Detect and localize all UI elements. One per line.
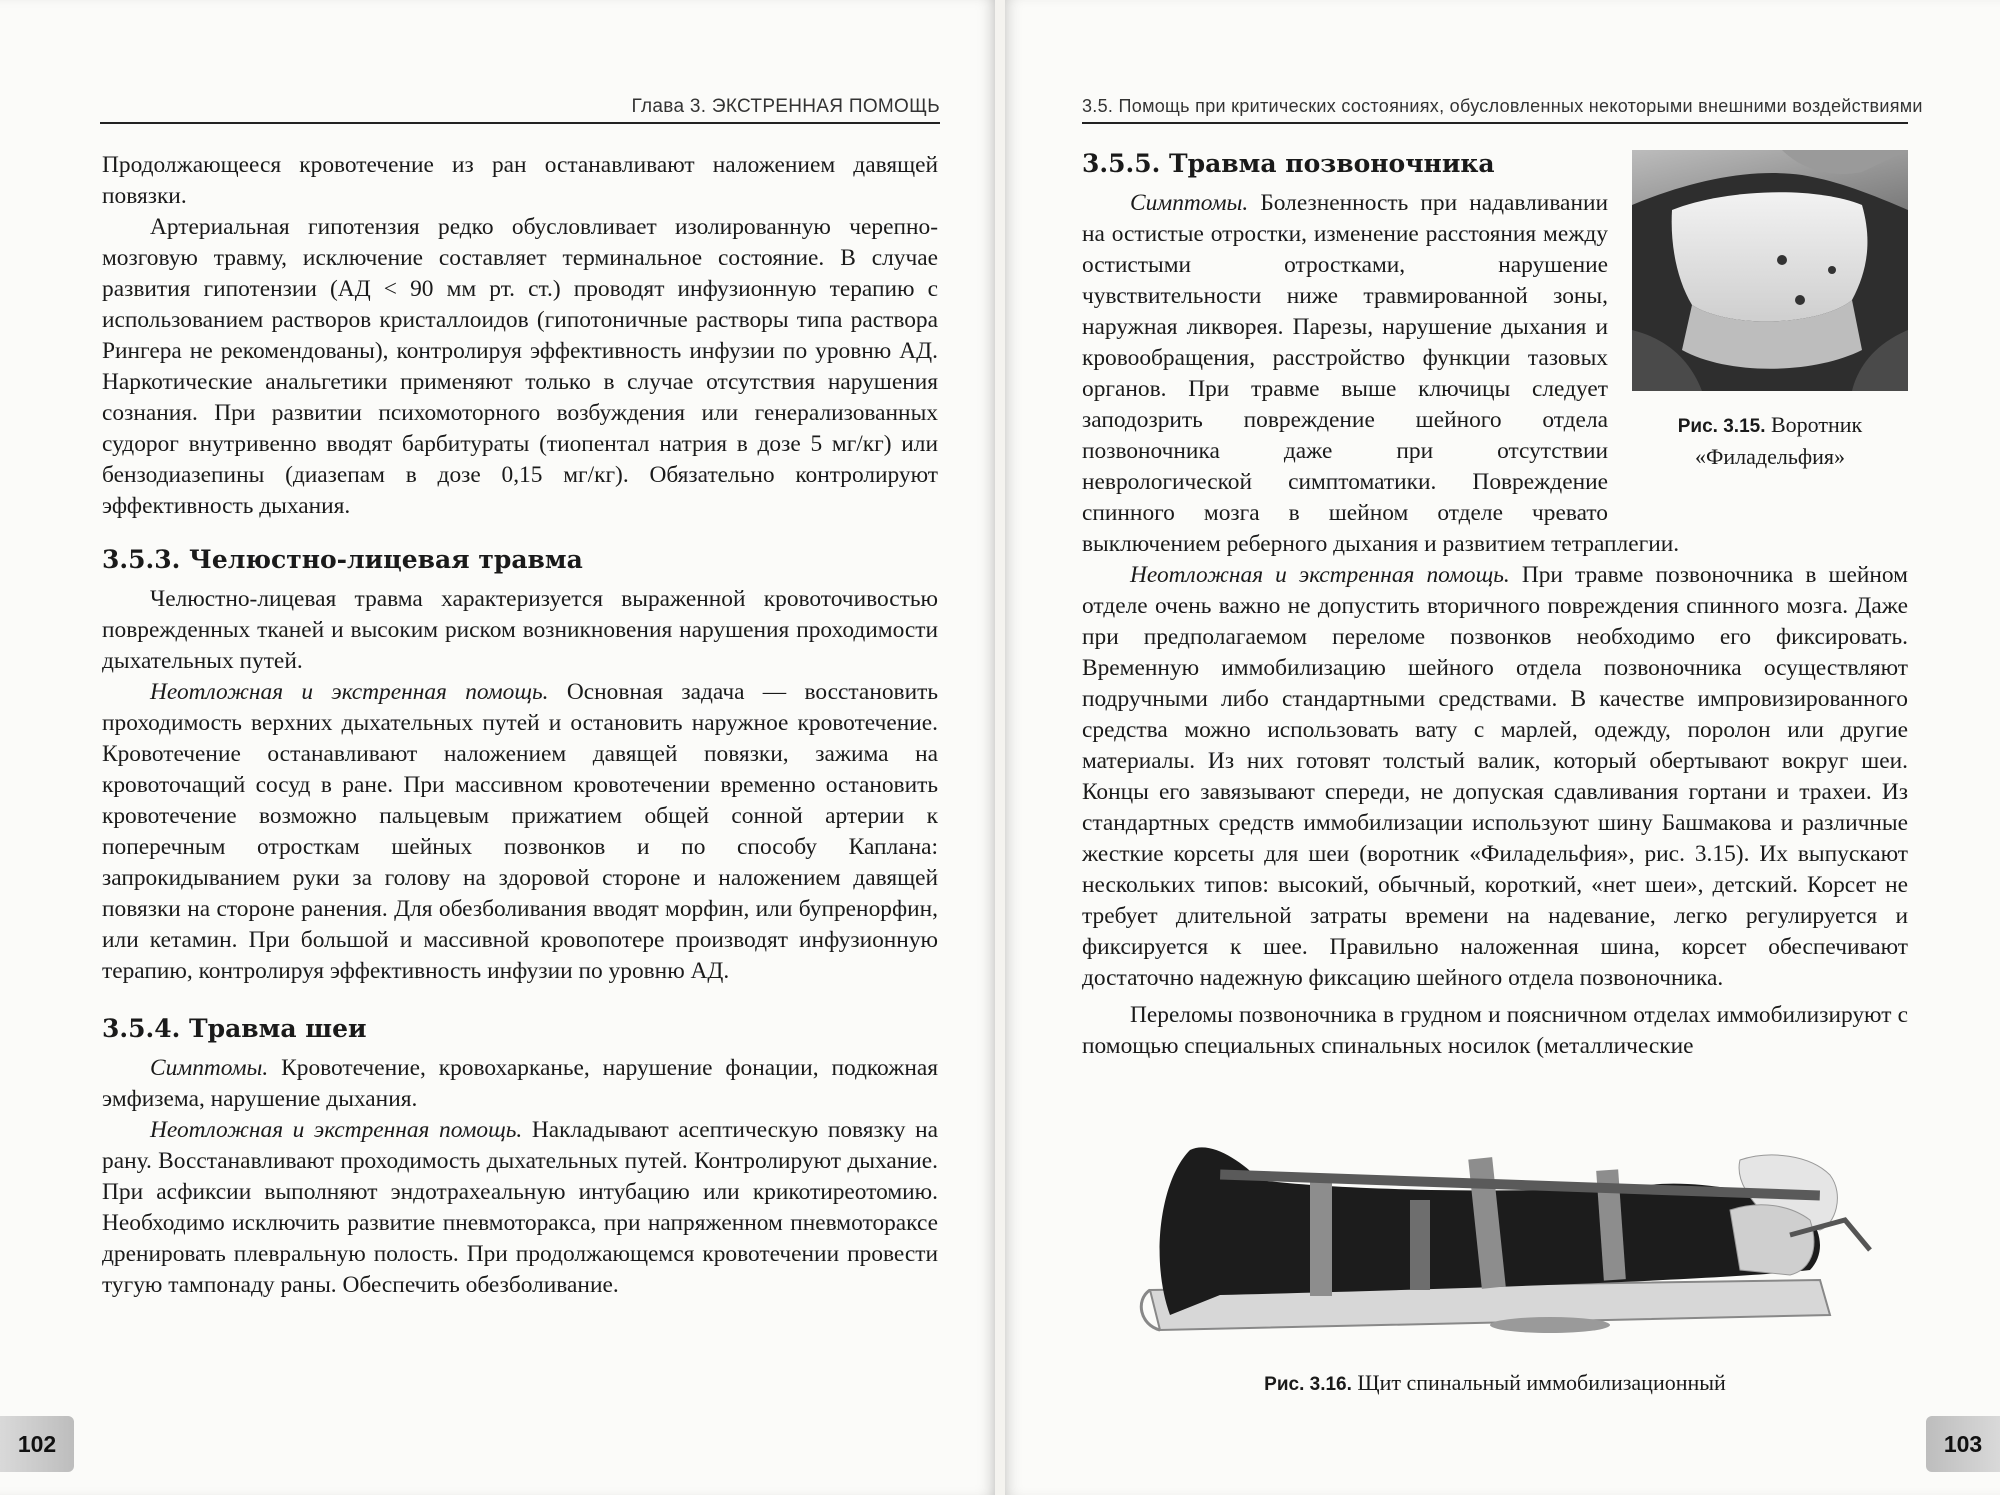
figure-3-16-spinal-board-photo	[1130, 1140, 1875, 1365]
figure-3-15-caption-line2: «Филадельфия»	[1694, 444, 1845, 469]
page-number-left: 102	[0, 1416, 74, 1472]
section-353-emergency-label: Неотложная и экстренная помощь.	[150, 679, 549, 705]
figure-3-15-label: Рис. 3.15.	[1677, 416, 1766, 437]
section-353-paragraph-2	[102, 677, 938, 987]
section-354-emergency-label: Неотложная и экстренная помощь.	[150, 1117, 523, 1143]
left-header-rule	[100, 122, 940, 124]
right-text-column	[1082, 148, 1908, 1062]
section-353-emergency-text: Основная задача — восстановить проходимость верхних дыхательных путей и остановить наружное кровотечение. Кровотечение останавливают наложением давящей повязки, зажима на кровоточащий сосуд в ране. При массивном кровотечении временно остановить кровотечение возможно пальцевым прижатием общей сонной артерии к поперечным отросткам шейных позвонков и по способу Каплана: запрокидыванием руки за голову на здоровой стороне и наложением давящей повязки на стороне ранения. Для обезболивания вводят морфин, или бупренорфин, или кетамин. При большой и массивной кровопотере производят инфузионную терапию, контролируя эффективность инфузии по уровню АД.	[102, 679, 938, 984]
left-page	[0, 0, 995, 1495]
left-paragraph-1: Продолжающееся кровотечение из ран останавливают наложением давящей повязки.	[102, 152, 938, 209]
section-354-emergency-text: Накладывают асептическую повязку на рану. Восстанавливают проходимость дыхательных путей. Контролируют дыхание. При асфиксии выполняют эндотрахеальную интубацию или крикотиреотомию. Необходимо исключить развитие пневмоторакса, при напряженном пневмотораксе дренировать плевральную полость. При продолжающемся кровотечении провести тугую тампонаду раны. Обеспечить обезболивание.	[102, 1117, 938, 1298]
section-355-symptoms-label: Симптомы.	[1130, 190, 1249, 216]
section-354-paragraph-2	[102, 1115, 938, 1301]
left-running-head: Глава 3. ЭКСТРЕННАЯ ПОМОЩЬ	[631, 96, 940, 117]
page-number-right: 103	[1926, 1416, 2000, 1472]
section-355-emergency-label: Неотложная и экстренная помощь.	[1130, 562, 1510, 588]
section-355-paragraph-2	[1082, 560, 1908, 994]
heading-3-5-3: 3.5.3. Челюстно-лицевая травма	[102, 545, 583, 574]
figure-3-16-caption-text: Щит спинальный иммобилизационный	[1357, 1370, 1726, 1395]
left-paragraph-2: Артериальная гипотензия редко обусловливает изолированную черепно-мозговую травму, исключение составляет терминальное состояние. В случае развития гипотензии (АД < 90 мм рт. ст.) проводят инфузионную терапию с использованием растворов кристаллоидов (гипотоничные растворы типа раствора Рингера не рекомендованы), контролируя эффективность инфузии по уровню АД. Наркотические анальгетики применяют только в случае отсутствия нарушения сознания. При развитии психомоторного возбуждения или генерализованных судорог внутривенно вводят барбитураты (тиопентал натрия в дозе 5 мг/кг) или бензодиазепины (диазепам в дозе 0,15 мг/кг). Обязательно контролируют эффективность дыхания.	[102, 214, 938, 519]
heading-3-5-5: 3.5.5. Травма позвоночника	[1082, 149, 1495, 178]
heading-3-5-4: 3.5.4. Травма шеи	[102, 1014, 367, 1043]
right-header-rule	[1082, 122, 1908, 124]
section-354-paragraph-1	[102, 1053, 938, 1115]
figure-3-15-float	[1608, 148, 1908, 520]
section-354-symptoms-text: Кровотечение, кровохарканье, нарушение фонации, подкожная эмфизема, нарушение дыхания.	[102, 1055, 938, 1112]
left-text-column	[102, 150, 938, 1301]
figure-3-15-caption-text1: Воротник	[1771, 412, 1863, 437]
figure-3-16-label: Рис. 3.16.	[1264, 1374, 1352, 1395]
section-355-symptoms-text: Болезненность при надавливании на остистые отростки, изменение расстояния между остистыми отростками, нарушение чувствительности ниже травмированной зоны, наружная ликворея. Парезы, нарушение дыхания и кровообращения, расстройство функции тазовых органов. При травме выше ключицы следует заподозрить повреждение шейного отдела позвоночника даже при отсутствии неврологической симптоматики. Повреждение спинного мозга в шейном отделе чревато выключением реберного дыхания и развитием тетраплегии.	[1082, 190, 1680, 557]
right-page	[1005, 0, 2000, 1495]
section-353-paragraph-1: Челюстно-лицевая травма характеризуется выраженной кровоточивостью поврежденных тканей и высоким риском возникновения нарушения проходимости дыхательных путей.	[102, 586, 938, 674]
right-running-head: 3.5. Помощь при критических состояниях, обусловленных некоторыми внешними воздействиями	[1082, 96, 1923, 116]
section-355-paragraph-3: Переломы позвоночника в грудном и поясничном отделах иммобилизируют с помощью специальных спинальных носилок (металлические	[1082, 1002, 1908, 1059]
section-355-emergency-text: При травме позвоночника в шейном отделе очень важно не допустить вторичного повреждения спинного мозга. Даже при предполагаемом переломе позвонков необходимо его фиксировать. Временную иммобилизацию шейного отдела позвоночника осуществляют подручными либо стандартными средствами. В качестве импровизированного средства можно использовать вату с марлей, одежду, поролон или другие материалы. Из них готовят толстый валик, который обертывают вокруг шеи. Концы его завязывают спереди, не допуская сдавливания гортани и трахеи. Из стандартных средств иммобилизации используют шину Башмакова и различные жесткие корсеты для шеи (воротник «Филадельфия», рис. 3.15). Их выпускают нескольких типов: высокий, обычный, короткий, «нет шеи», детский. Корсет не требует длительной затраты времени на надевание, легко регулируется и фиксируется к шее. Правильно наложенная шина, корсет обеспечивают достаточно надежную фиксацию шейного отдела позвоночника.	[1082, 562, 1908, 991]
figure-3-16-caption	[1082, 1368, 1908, 1400]
section-354-symptoms-label: Симптомы.	[150, 1055, 269, 1081]
